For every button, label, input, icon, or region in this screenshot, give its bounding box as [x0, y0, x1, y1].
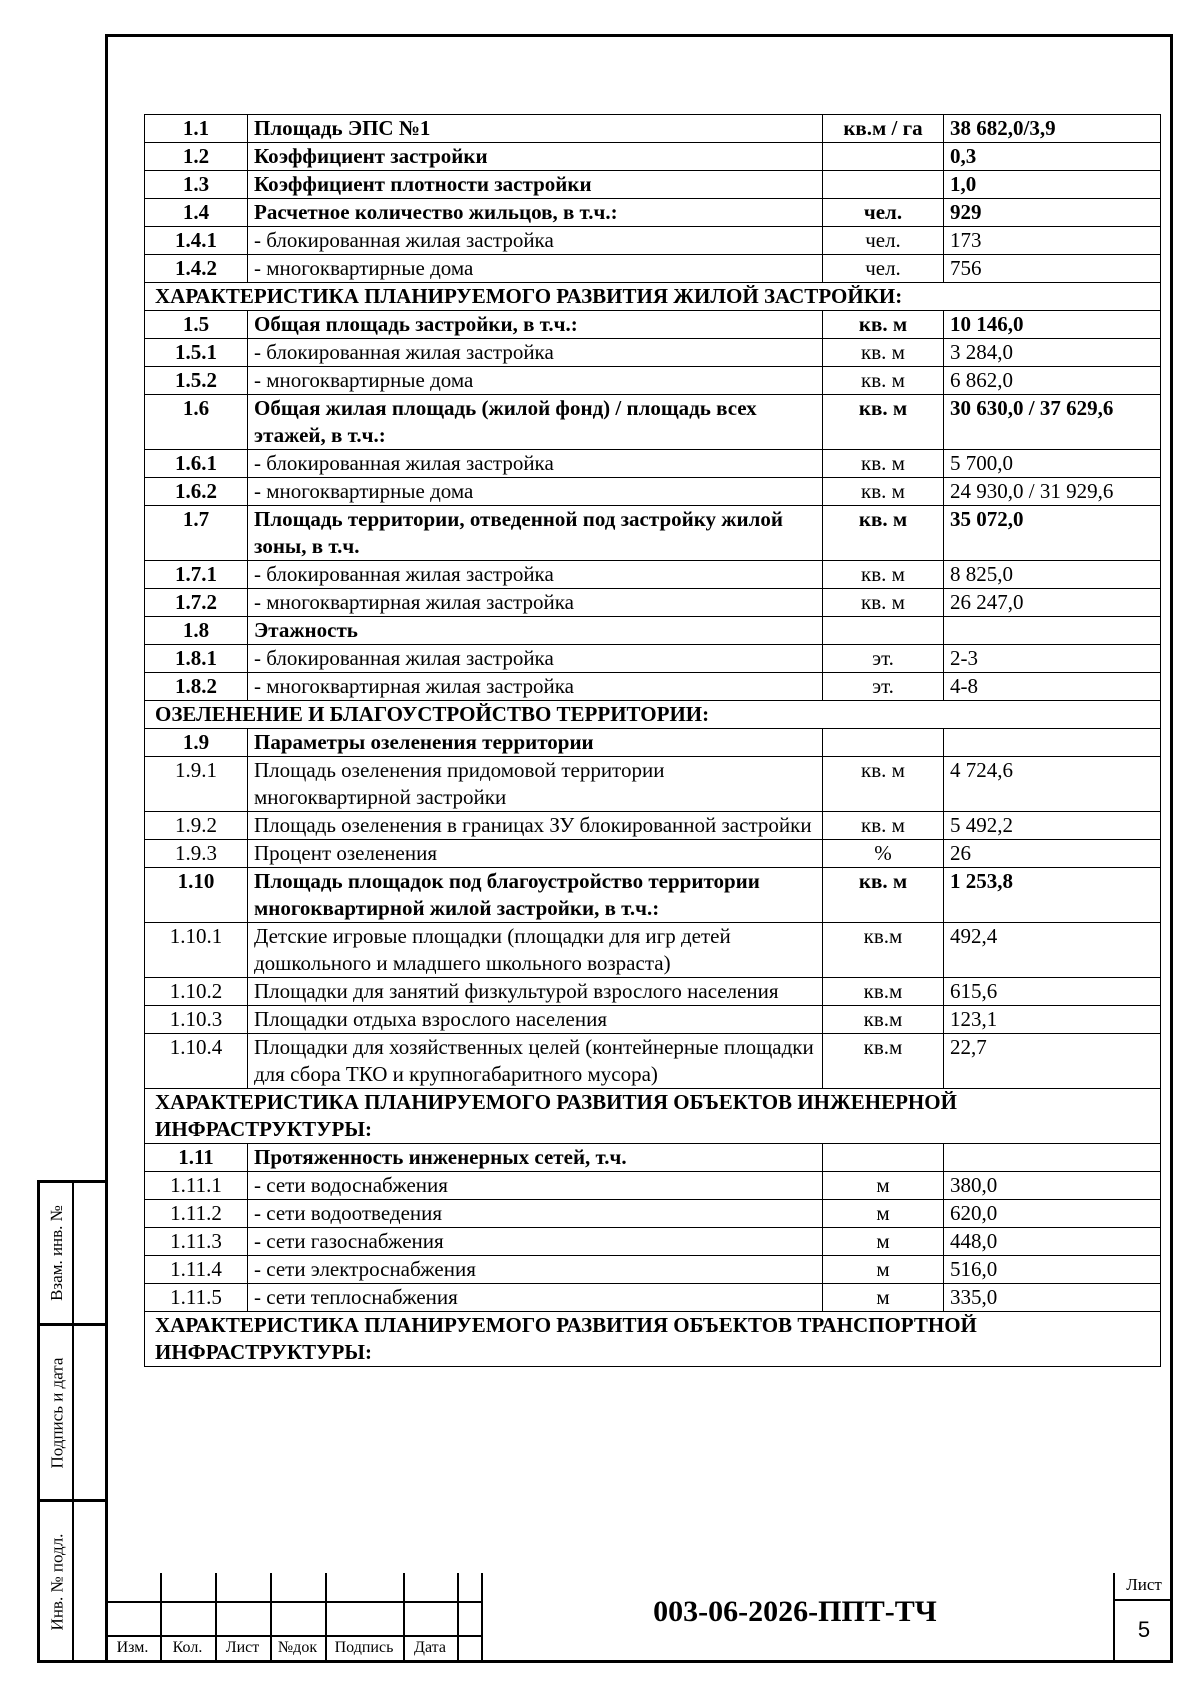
table-row	[145, 1200, 1161, 1228]
row-number: 1.9.2	[145, 812, 248, 840]
row-value: 335,0	[944, 1284, 1161, 1312]
row-number: 1.11.3	[145, 1228, 248, 1256]
table-row	[145, 1006, 1161, 1034]
row-unit: кв. м	[823, 367, 944, 395]
row-number: 1.5	[145, 311, 248, 339]
row-unit: чел.	[823, 255, 944, 283]
row-name: Площадки для хозяйственных целей (контейнерные площадки для сбора ТКО и крупногабаритного мусора)	[248, 1034, 823, 1089]
table-row	[145, 673, 1161, 701]
row-name: - блокированная жилая застройка	[248, 339, 823, 367]
row-value	[944, 1144, 1161, 1172]
table-row	[145, 868, 1161, 923]
table-row	[145, 729, 1161, 757]
row-unit: чел.	[823, 227, 944, 255]
row-name: Этажность	[248, 617, 823, 645]
row-value: 173	[944, 227, 1161, 255]
title-block	[105, 1573, 1173, 1663]
stamp-header-ndok: №док	[277, 1639, 318, 1656]
row-unit: чел.	[823, 199, 944, 227]
row-name: Процент озеленения	[248, 840, 823, 868]
row-unit: м	[823, 1172, 944, 1200]
stamp-header-data: Дата	[414, 1639, 446, 1656]
row-unit: кв.м	[823, 923, 944, 978]
row-name: Расчетное количество жильцов, в т.ч.:	[248, 199, 823, 227]
row-value: 38 682,0/3,9	[944, 115, 1161, 143]
row-name: - многоквартирные дома	[248, 255, 823, 283]
row-value: 1 253,8	[944, 868, 1161, 923]
row-name: Коэффициент застройки	[248, 143, 823, 171]
table-row	[145, 311, 1161, 339]
row-number: 1.5.2	[145, 367, 248, 395]
row-unit: м	[823, 1284, 944, 1312]
row-name: Площадь территории, отведенной под застройку жилой зоны, в т.ч.	[248, 506, 823, 561]
table-row	[145, 757, 1161, 812]
row-value: 0,3	[944, 143, 1161, 171]
row-number: 1.7	[145, 506, 248, 561]
table-row	[145, 1172, 1161, 1200]
table-row	[145, 143, 1161, 171]
side-label-podpis: Подпись и дата	[47, 1357, 66, 1468]
row-number: 1.11.5	[145, 1284, 248, 1312]
row-unit: кв.м / га	[823, 115, 944, 143]
row-unit: кв. м	[823, 395, 944, 450]
row-number: 1.8.2	[145, 673, 248, 701]
row-name: - сети водоснабжения	[248, 1172, 823, 1200]
row-value: 4-8	[944, 673, 1161, 701]
row-unit: кв. м	[823, 311, 944, 339]
row-number: 1.9.3	[145, 840, 248, 868]
row-name: - сети водоотведения	[248, 1200, 823, 1228]
row-value: 3 284,0	[944, 339, 1161, 367]
section-heading-row	[145, 701, 1161, 729]
row-name: - блокированная жилая застройка	[248, 645, 823, 673]
sheet-number: 5	[1137, 1617, 1151, 1642]
row-value: 615,6	[944, 978, 1161, 1006]
row-value: 380,0	[944, 1172, 1161, 1200]
row-unit: кв. м	[823, 757, 944, 812]
row-unit: м	[823, 1256, 944, 1284]
row-unit	[823, 617, 944, 645]
row-unit: м	[823, 1228, 944, 1256]
row-name: - блокированная жилая застройка	[248, 450, 823, 478]
section-heading: ХАРАКТЕРИСТИКА ПЛАНИРУЕМОГО РАЗВИТИЯ ОБЪЕКТОВ ТРАНСПОРТНОЙ ИНФРАСТРУКТУРЫ:	[145, 1312, 1161, 1367]
table-row	[145, 199, 1161, 227]
stamp-header-kol: Кол.	[172, 1639, 203, 1656]
row-name: - блокированная жилая застройка	[248, 227, 823, 255]
row-unit: кв. м	[823, 561, 944, 589]
row-value	[944, 729, 1161, 757]
row-number: 1.8	[145, 617, 248, 645]
row-name: Параметры озеленения территории	[248, 729, 823, 757]
table-row	[145, 978, 1161, 1006]
row-number: 1.11.4	[145, 1256, 248, 1284]
table-row	[145, 812, 1161, 840]
row-number: 1.4.2	[145, 255, 248, 283]
row-unit: кв. м	[823, 506, 944, 561]
row-value: 5 492,2	[944, 812, 1161, 840]
row-number: 1.10.1	[145, 923, 248, 978]
table-row	[145, 840, 1161, 868]
row-number: 1.4.1	[145, 227, 248, 255]
row-unit: эт.	[823, 673, 944, 701]
table-row	[145, 1284, 1161, 1312]
row-unit	[823, 729, 944, 757]
table-row	[145, 339, 1161, 367]
row-name: - сети теплоснабжения	[248, 1284, 823, 1312]
table-row	[145, 1034, 1161, 1089]
row-unit: кв. м	[823, 589, 944, 617]
row-value: 123,1	[944, 1006, 1161, 1034]
row-unit: кв. м	[823, 339, 944, 367]
row-name: Площадки для занятий физкультурой взрослого населения	[248, 978, 823, 1006]
row-value: 26	[944, 840, 1161, 868]
row-number: 1.6.2	[145, 478, 248, 506]
row-unit	[823, 171, 944, 199]
grid-line	[1115, 1599, 1173, 1601]
row-value: 35 072,0	[944, 506, 1161, 561]
row-name: Общая площадь застройки, в т.ч.:	[248, 311, 823, 339]
row-unit: кв. м	[823, 478, 944, 506]
stamp-header-izm: Изм.	[116, 1639, 149, 1656]
row-unit: %	[823, 840, 944, 868]
row-value: 26 247,0	[944, 589, 1161, 617]
sheet-box	[1113, 1573, 1173, 1663]
row-value: 756	[944, 255, 1161, 283]
row-name: - многоквартирная жилая застройка	[248, 589, 823, 617]
row-unit: кв. м	[823, 812, 944, 840]
row-unit: кв.м	[823, 978, 944, 1006]
row-value	[944, 617, 1161, 645]
stamp-header-podpis: Подпись	[334, 1639, 394, 1656]
row-unit: эт.	[823, 645, 944, 673]
row-unit	[823, 1144, 944, 1172]
row-value: 929	[944, 199, 1161, 227]
title-block-grid	[105, 1573, 483, 1663]
table-row	[145, 115, 1161, 143]
side-label-inv: Инв. № подл.	[47, 1533, 66, 1631]
stamp-header-list: Лист	[225, 1639, 260, 1656]
row-name: Детские игровые площадки (площадки для игр детей дошкольного и младшего школьного возраста)	[248, 923, 823, 978]
row-number: 1.11	[145, 1144, 248, 1172]
row-value: 620,0	[944, 1200, 1161, 1228]
table-row	[145, 1228, 1161, 1256]
row-name: - сети электроснабжения	[248, 1256, 823, 1284]
row-name: Площадь площадок под благоустройство территории многоквартирной жилой застройки, в т.ч.:	[248, 868, 823, 923]
row-name: - многоквартирные дома	[248, 478, 823, 506]
row-value: 4 724,6	[944, 757, 1161, 812]
table-row	[145, 478, 1161, 506]
row-number: 1.3	[145, 171, 248, 199]
side-stamp	[37, 1180, 105, 1663]
section-heading: ХАРАКТЕРИСТИКА ПЛАНИРУЕМОГО РАЗВИТИЯ ЖИЛОЙ ЗАСТРОЙКИ:	[145, 283, 1161, 311]
row-name: - многоквартирные дома	[248, 367, 823, 395]
table-row	[145, 617, 1161, 645]
table-row	[145, 171, 1161, 199]
row-value: 448,0	[944, 1228, 1161, 1256]
table-row	[145, 367, 1161, 395]
row-unit: м	[823, 1200, 944, 1228]
row-value: 516,0	[944, 1256, 1161, 1284]
section-heading-row	[145, 1312, 1161, 1367]
row-name: Протяженность инженерных сетей, т.ч.	[248, 1144, 823, 1172]
row-number: 1.10.2	[145, 978, 248, 1006]
grid-line	[457, 1573, 459, 1663]
row-name: Площадь ЭПС №1	[248, 115, 823, 143]
row-name: Площадь озеленения в границах ЗУ блокированной застройки	[248, 812, 823, 840]
spec-table-body	[145, 115, 1161, 1367]
row-value: 6 862,0	[944, 367, 1161, 395]
table-row	[145, 227, 1161, 255]
row-value: 24 930,0 / 31 929,6	[944, 478, 1161, 506]
row-value: 22,7	[944, 1034, 1161, 1089]
row-number: 1.1	[145, 115, 248, 143]
row-unit	[823, 143, 944, 171]
row-number: 1.6	[145, 395, 248, 450]
row-unit: кв.м	[823, 1006, 944, 1034]
row-value: 492,4	[944, 923, 1161, 978]
table-row	[145, 589, 1161, 617]
row-number: 1.11.2	[145, 1200, 248, 1228]
row-number: 1.7.1	[145, 561, 248, 589]
table-row	[145, 395, 1161, 450]
grid-line	[481, 1573, 483, 1663]
table-row	[145, 255, 1161, 283]
row-number: 1.10.3	[145, 1006, 248, 1034]
table-row	[145, 645, 1161, 673]
row-name: Площадки отдыха взрослого населения	[248, 1006, 823, 1034]
table-row	[145, 506, 1161, 561]
row-value: 2-3	[944, 645, 1161, 673]
row-number: 1.9.1	[145, 757, 248, 812]
row-value: 30 630,0 / 37 629,6	[944, 395, 1161, 450]
row-name: - многоквартирная жилая застройка	[248, 673, 823, 701]
section-heading: ХАРАКТЕРИСТИКА ПЛАНИРУЕМОГО РАЗВИТИЯ ОБЪЕКТОВ ИНЖЕНЕРНОЙ ИНФРАСТРУКТУРЫ:	[145, 1089, 1161, 1144]
row-number: 1.8.1	[145, 645, 248, 673]
row-unit: кв. м	[823, 868, 944, 923]
table-row	[145, 923, 1161, 978]
spec-table	[144, 114, 1161, 1367]
row-name: Коэффициент плотности застройки	[248, 171, 823, 199]
sheet-label: Лист	[1126, 1575, 1162, 1594]
row-value: 5 700,0	[944, 450, 1161, 478]
row-number: 1.5.1	[145, 339, 248, 367]
row-number: 1.11.1	[145, 1172, 248, 1200]
row-number: 1.7.2	[145, 589, 248, 617]
table-row	[145, 450, 1161, 478]
table-row	[145, 561, 1161, 589]
row-unit: кв.м	[823, 1034, 944, 1089]
row-number: 1.10	[145, 868, 248, 923]
row-value: 10 146,0	[944, 311, 1161, 339]
section-heading: ОЗЕЛЕНЕНИЕ И БЛАГОУСТРОЙСТВО ТЕРРИТОРИИ:	[145, 701, 1161, 729]
row-number: 1.6.1	[145, 450, 248, 478]
row-number: 1.2	[145, 143, 248, 171]
row-value: 1,0	[944, 171, 1161, 199]
row-number: 1.4	[145, 199, 248, 227]
row-name: Площадь озеленения придомовой территории многоквартирной застройки	[248, 757, 823, 812]
side-label-vzam: Взам. инв. №	[47, 1205, 66, 1301]
table-row	[145, 1256, 1161, 1284]
row-number: 1.9	[145, 729, 248, 757]
row-unit: кв. м	[823, 450, 944, 478]
table-row	[145, 1144, 1161, 1172]
row-name: - блокированная жилая застройка	[248, 561, 823, 589]
document-code: 003-06-2026-ППТ-ТЧ	[653, 1595, 937, 1628]
row-name: Общая жилая площадь (жилой фонд) / площадь всех этажей, в т.ч.:	[248, 395, 823, 450]
section-heading-row	[145, 283, 1161, 311]
section-heading-row	[145, 1089, 1161, 1144]
row-value: 8 825,0	[944, 561, 1161, 589]
row-name: - сети газоснабжения	[248, 1228, 823, 1256]
row-number: 1.10.4	[145, 1034, 248, 1089]
